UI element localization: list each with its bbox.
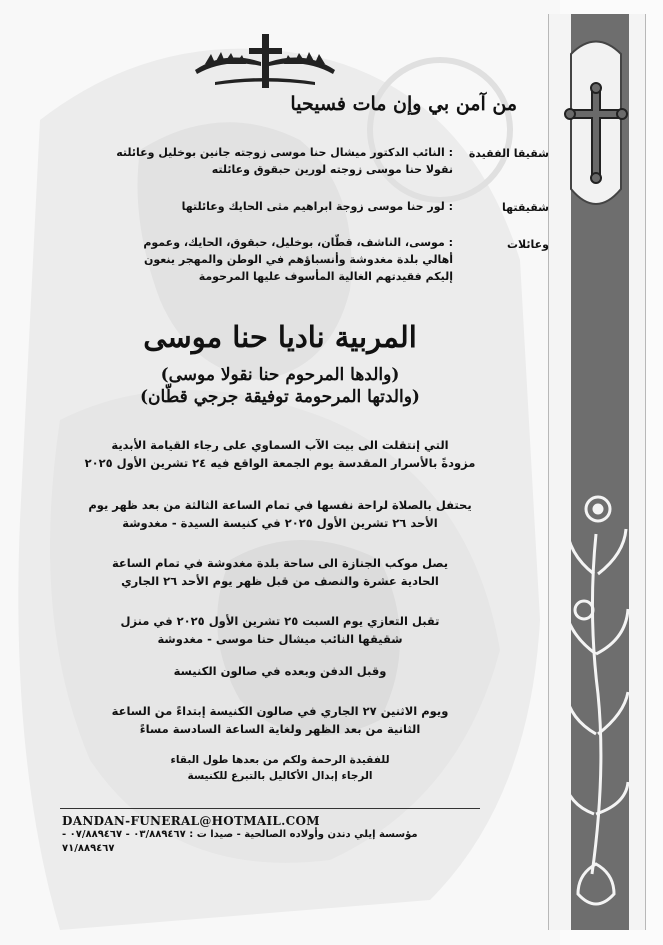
family-value-brothers: : النائب الدكتور ميشال حنا موسى زوجته جانين بوخليل وعائلته نقولا حنا موسى زوجته لورين حبقوق وعائلته xyxy=(116,146,453,176)
deceased-name: المربية ناديا حنا موسى xyxy=(143,320,417,354)
paragraph-condolences: تقبل التعازي يوم السبت ٢٥ تشرين الأول ٢٠٢٥ في منزل شقيقها النائب ميشال حنا موسى - مغدوشة xyxy=(120,614,440,646)
footer-divider xyxy=(60,808,480,809)
family-label-sister: شقيقتها xyxy=(501,201,549,214)
family-value-sister: : لور حنا موسى زوجة ابراهيم مثى الحايك وعائلتها xyxy=(181,200,453,213)
paragraph-procession: يصل موكب الجنازة الى ساحة بلدة مغدوشة في تمام الساعة الحادية عشرة والنصف من قبل ظهر يوم الأحد ٢٦ الجاري xyxy=(111,556,449,588)
paragraph-prayer-service: يحتفل بالصلاة لراحة نفسها في تمام الساعة الثالثة من بعد ظهر يوم الأحد ٢٦ تشرين الأول ٢٠٢٥ في كنيسة السيدة - مغدوشة xyxy=(88,498,472,530)
cross-branches-icon xyxy=(185,30,345,92)
family-value-families: : موسى، الناشف، قطّان، بوخليل، حبقوق، الحايك، وعموم أهالي بلدة مغدوشة وأنسباؤهم في الوطن والمهجر ينعون إليكم فقيدتهم الغالية المأسوف عليها المرحومة xyxy=(143,236,453,283)
paragraph-passing: التي إنتقلت الى بيت الآب السماوي على رجاء القيامة الأبدية مزودةً بالأسرار المقدسة يوم الجمعة الواقع فيه ٢٤ تشرين الأول ٢٠٢٥ xyxy=(84,438,476,470)
decorative-strip-art xyxy=(548,14,644,930)
contact-email[interactable]: DANDAN-FUNERAL@HOTMAIL.COM xyxy=(62,814,320,828)
paragraph-before-burial: وقبل الدفن وبعده في صالون الكنيسة xyxy=(173,664,387,678)
paragraph-monday: ويوم الاثنين ٢٧ الجاري في صالون الكنيسة إبتداءً من الساعة الثانية من بعد الظهر ولغاية الساعة السادسة مساءً xyxy=(111,704,449,736)
funeral-agency-info: مؤسسة إيلي دندن وأولاده الصالحية - صيدا ت : ٠٣/٨٨٩٤٦٧ - ٠٧/٨٨٩٤٦٧ - ٧١/٨٨٩٤٦٧ xyxy=(62,829,418,854)
prayer-verse: من آمن بي وإن مات فسيحيا xyxy=(290,93,517,115)
family-label-families: وعائلات xyxy=(506,238,549,251)
floral-vine-icon xyxy=(564,497,628,904)
paragraph-closing: للفقيدة الرحمة ولكم من بعدها طول البقاء الرجاء إبدال الأكاليل بالتبرع للكنيسة xyxy=(170,754,390,782)
deceased-parents: (والدها المرحوم حنا نقولا موسى) (والدتها المرحومة توفيقة جرجي قطّان) xyxy=(140,365,420,407)
family-label-brothers: شقيقا الفقيدة xyxy=(468,147,549,160)
